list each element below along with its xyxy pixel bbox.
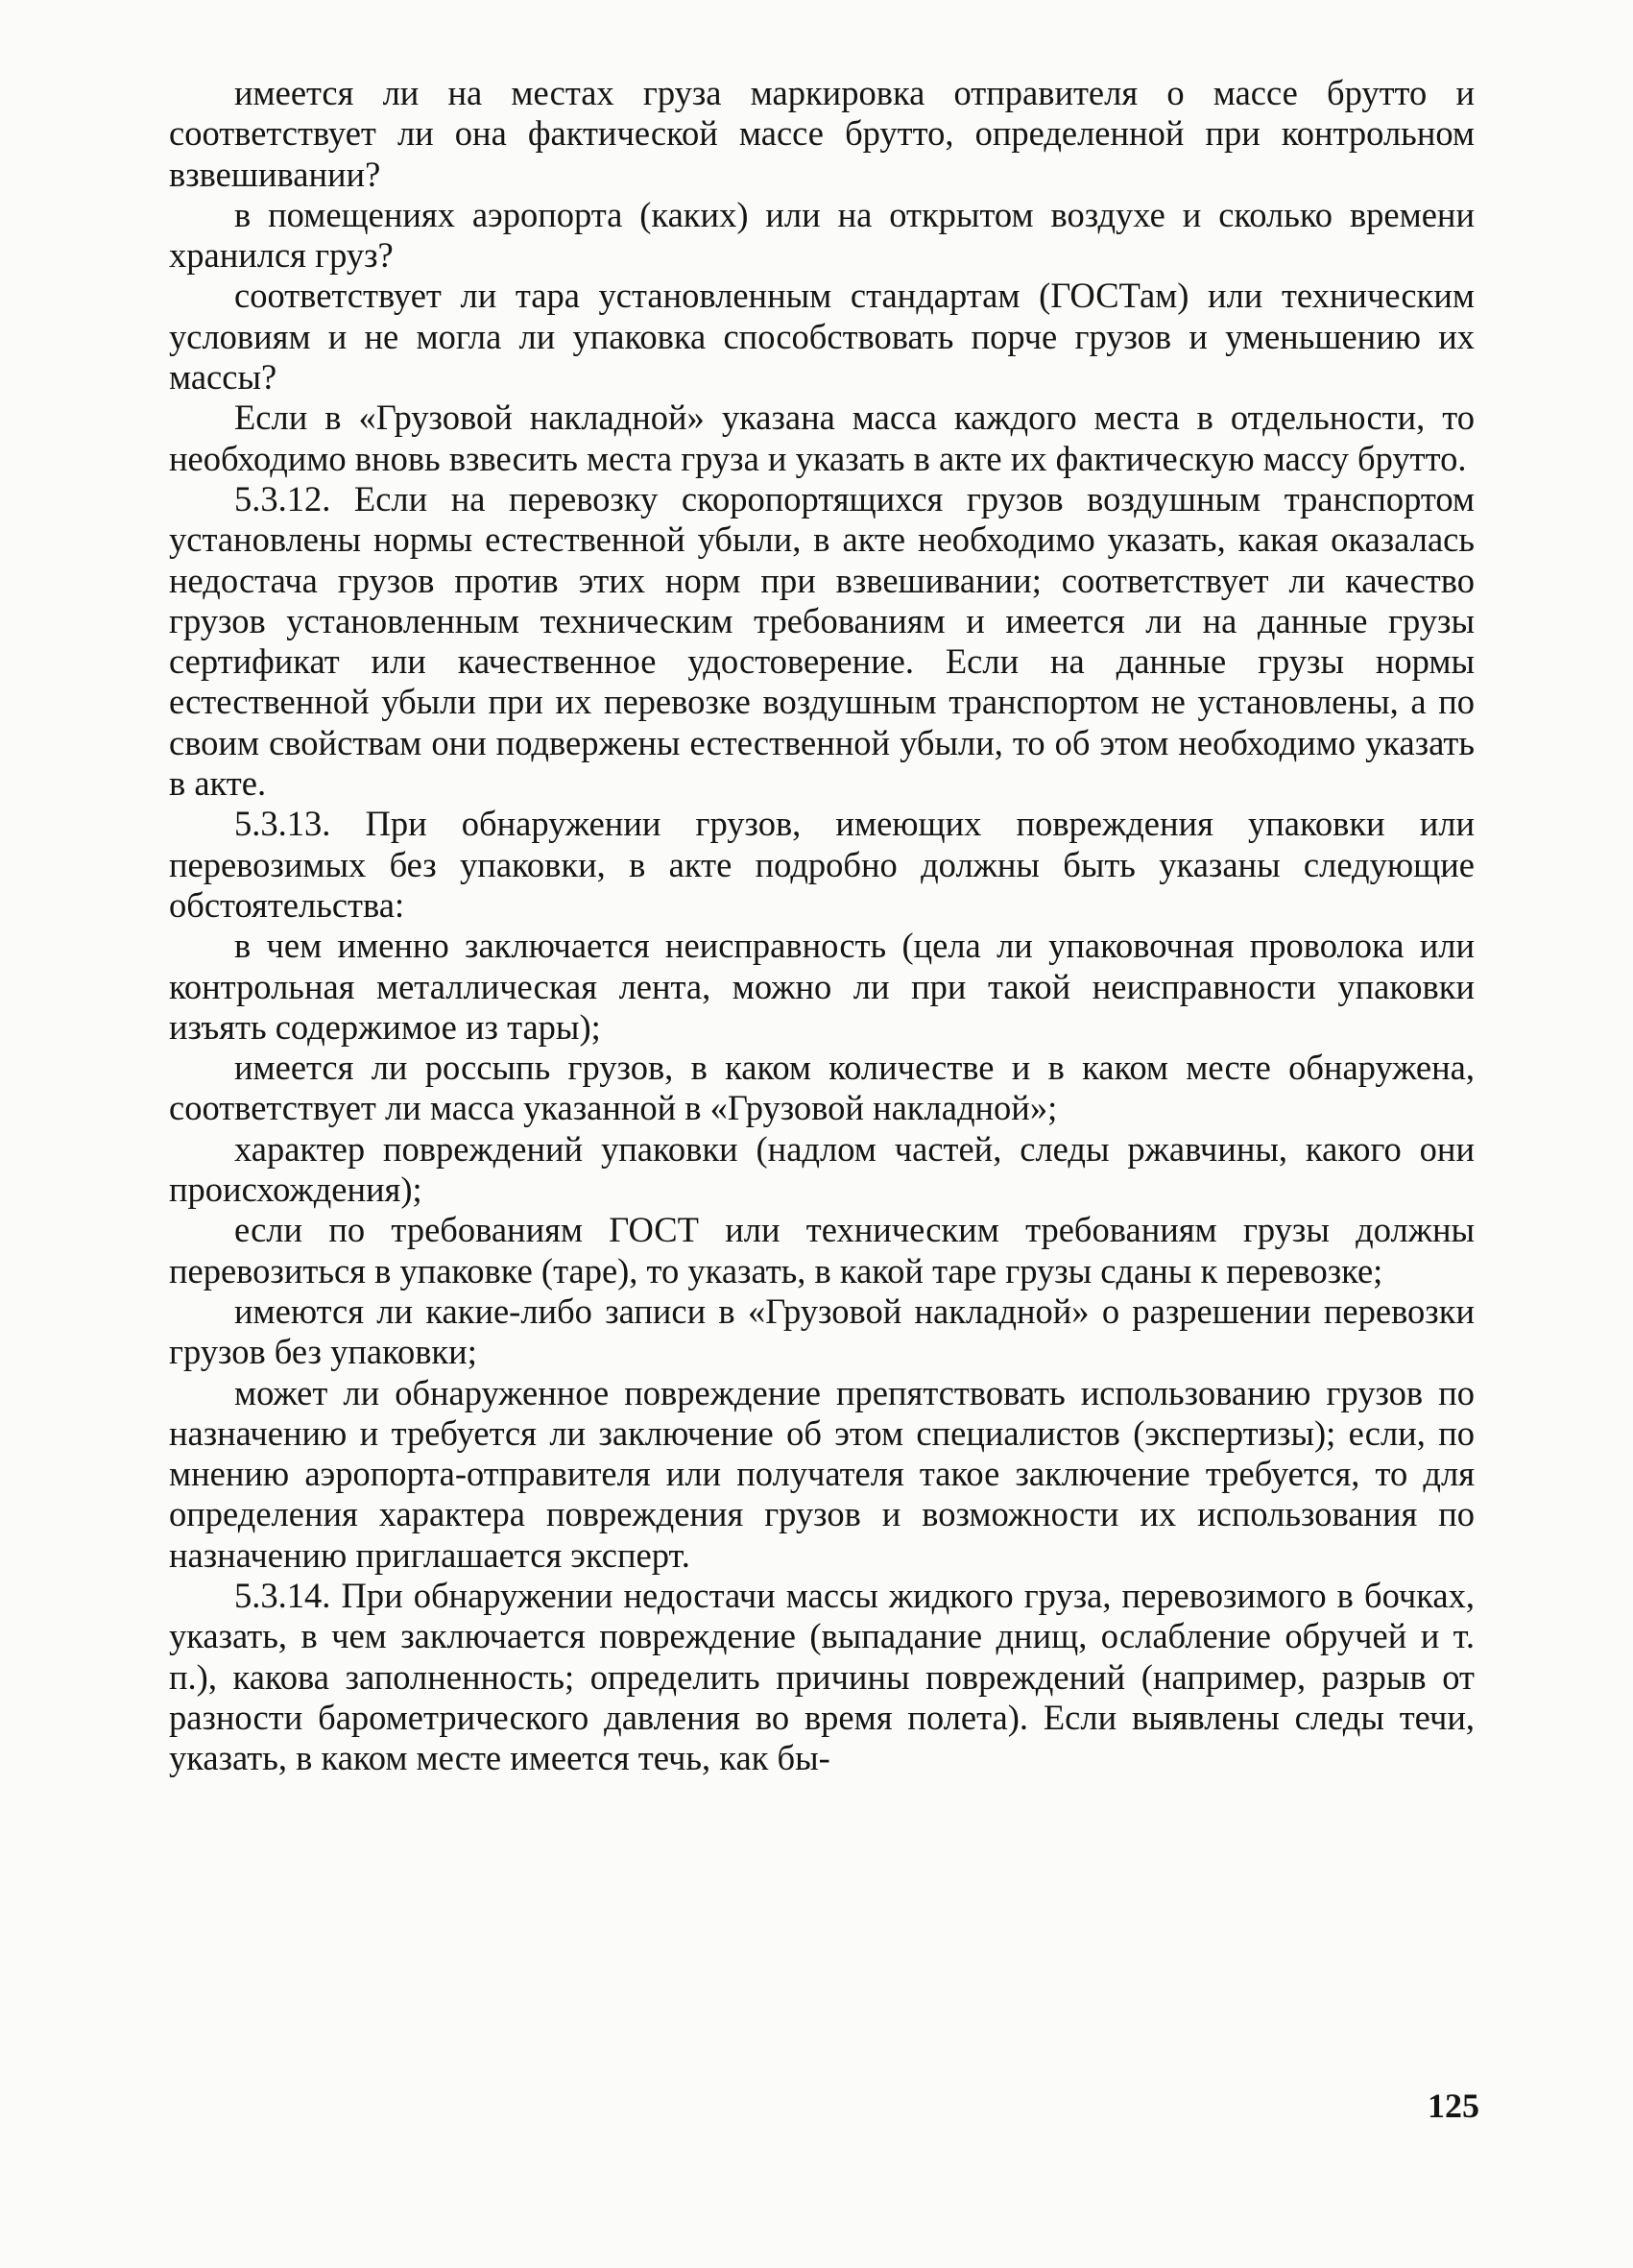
paragraph-defect-description: в чем именно заключается неисправность (цела ли упаковочная проволока или контрольная металлическая лента, можно ли при такой неисправности упаковки изъять содержимое из тары); xyxy=(169,926,1475,1047)
paragraph-gost-packaging: если по требованиям ГОСТ или техническим требованиям грузы должны перевозиться в упаковке (таре), то указать, в какой таре грузы сданы к перевозке; xyxy=(169,1210,1475,1291)
paragraph-waybill-records: имеются ли какие-либо записи в «Грузовой накладной» о разрешении перевозки грузов без упаковки; xyxy=(169,1291,1475,1372)
paragraph-reweigh-places: Если в «Грузовой накладной» указана масса каждого места в отдельности, то необходимо вновь взвесить места груза и указать в акте их фактическую массу брутто. xyxy=(169,398,1475,478)
page-number: 125 xyxy=(1428,2087,1479,2125)
paragraph-expert-examination: может ли обнаруженное повреждение препятствовать использованию грузов по назначению и требуется ли заключение об этом специалистов (экспертизы); если, по мнению аэропорта-отправителя или получателя такое заключение требуется, то для определения характера повреждения грузов и возможности их использования по назначению приглашается эксперт. xyxy=(169,1372,1475,1575)
paragraph-5-3-14: 5.3.14. При обнаружении недостачи массы жидкого груза, перевозимого в бочках, указать, в чем заключается повреждение (выпадание днищ, ослабление обручей и т. п.), какова заполненность; определить причины повреждений (например, разрыв от разности барометрического давления во время полета). Если выявлены следы течи, указать, в каком месте имеется течь, как бы- xyxy=(169,1575,1475,1778)
paragraph-5-3-13: 5.3.13. При обнаружении грузов, имеющих повреждения упаковки или перевозимых без упаковки, в акте подробно должны быть указаны следующие обстоятельства: xyxy=(169,804,1475,925)
paragraph-damage-character: характер повреждений упаковки (надлом частей, следы ржавчины, какого они происхождения); xyxy=(169,1128,1475,1210)
paragraph-storage-location: в помещениях аэропорта (каких) или на открытом воздухе и сколько времени хранился груз? xyxy=(169,194,1475,276)
paragraph-gross-weight-marking: имеется ли на местах груза маркировка отправителя о массе брутто и соответствует ли она фактической массе брутто, определенной при контрольном взвешивании? xyxy=(169,73,1475,194)
paragraph-spillage: имеется ли россыпь грузов, в каком количестве и в каком месте обнаружена, соответствует ли масса указанной в «Грузовой накладной»; xyxy=(169,1048,1475,1128)
paragraph-packaging-standards: соответствует ли тара установленным стандартам (ГОСТам) или техническим условиям и не могла ли упаковка способствовать порче грузов и уменьшению их массы? xyxy=(169,276,1475,398)
paragraph-5-3-12: 5.3.12. Если на перевозку скоропортящихся грузов воздушным транспортом установлены нормы естественной убыли, в акте необходимо указать, какая оказалась недостача грузов против этих норм при взвешивании; соответствует ли качество грузов установленным техническим требованиям и имеется ли на данные грузы сертификат или качественное удостоверение. Если на данные грузы нормы естественной убыли при их перевозке воздушным транспортом не установлены, а по своим свойствам они подвержены естественной убыли, то об этом необходимо указать в акте. xyxy=(169,478,1475,804)
body-text xyxy=(169,73,1475,1778)
